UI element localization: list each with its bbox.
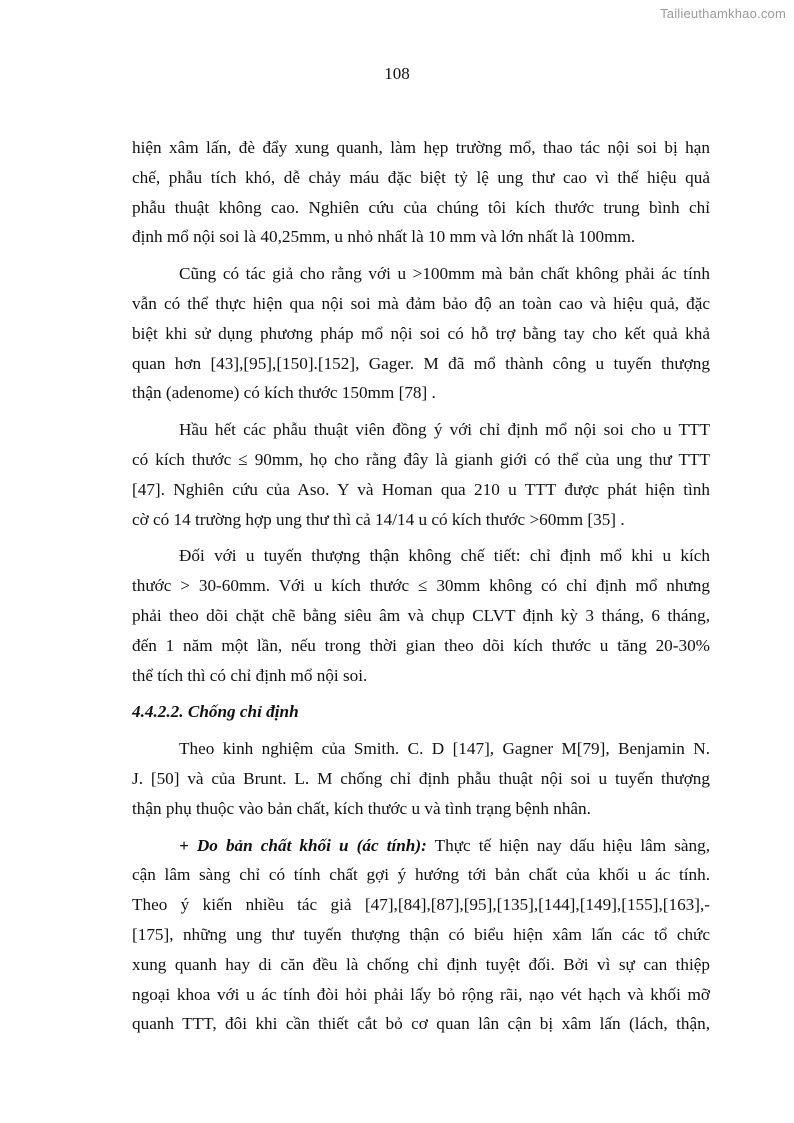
- text-line: thước > 30-60mm. Với u kích thước ≤ 30mm không có chỉ định mổ nhưng: [132, 576, 710, 596]
- text-line: thận phụ thuộc vào bản chất, kích thước u và tình trạng bệnh nhân.: [132, 798, 591, 818]
- text-line: Theo ý kiến nhiều tác giả [47],[84],[87],[95],[135],[144],[149],[155],[163],-: [132, 895, 710, 915]
- document-body: [132, 133, 710, 1046]
- text-line: J. [50] và của Brunt. L. M chống chỉ định phẫu thuật nội soi u tuyến thượng: [132, 768, 710, 788]
- paragraph-malignant: [132, 831, 710, 1040]
- text-line: có kích thước ≤ 90mm, họ cho rằng đây là gianh giới có thể của ung thư TTT: [132, 449, 710, 469]
- text-line: xung quanh hay di căn đều là chống chỉ định tuyệt đối. Bởi vì sự can thiệp: [132, 954, 710, 974]
- text-line: Hầu hết các phẫu thuật viên đồng ý với chỉ định mổ nội soi cho u TTT: [179, 420, 710, 440]
- paragraph-nonsecreting: [132, 541, 710, 690]
- text-line: ngoại khoa với u ác tính đòi hỏi phải lấy bỏ rộng rãi, nạo vét hạch và khối mỡ: [132, 984, 710, 1004]
- text-line: Cũng có tác giả cho rằng với u >100mm mà bản chất không phải ác tính: [179, 264, 710, 284]
- text-line: quan hơn [43],[95],[150].[152], Gager. M đã mổ thành công u tuyến thượng: [132, 353, 710, 373]
- paragraph-lead: + Do bản chất khối u (ác tính):: [179, 835, 427, 855]
- text-line: Đối với u tuyến thượng thận không chế tiết: chỉ định mổ khi u kích: [179, 546, 710, 566]
- text-line: chế, phẫu tích khó, dễ chảy máu đặc biệt tỷ lệ ung thư cao vì thế hiệu quả: [132, 167, 710, 187]
- text-run: Thực tế hiện nay dấu hiệu lâm sàng,: [426, 835, 710, 855]
- section-heading: 4.4.2.2. Chống chỉ định: [132, 702, 299, 722]
- text-line: phẫu thuật không cao. Nghiên cứu của chúng tôi kích thước trung bình chỉ: [132, 197, 710, 217]
- text-line: cận lâm sàng chỉ có tính chất gợi ý hướng tới bản chất của khối u ác tính.: [132, 865, 710, 885]
- text-line: vẫn có thể thực hiện qua nội soi mà đảm bảo độ an toàn cao và hiệu quả, đặc: [132, 293, 710, 313]
- page-number: 108: [384, 64, 410, 83]
- text-line: phải theo dõi chặt chẽ bằng siêu âm và chụp CLVT định kỳ 3 tháng, 6 tháng,: [132, 605, 710, 625]
- watermark-text: Tailieuthamkhao.com: [660, 6, 786, 21]
- text-line: định mổ nội soi là 40,25mm, u nhỏ nhất là 10 mm và lớn nhất là 100mm.: [132, 227, 636, 247]
- text-line: đến 1 năm một lần, nếu trong thời gian theo dõi kích thước u tăng 20-30%: [132, 635, 710, 655]
- text-line: [175], những ung thư tuyến thượng thận có biểu hiện xâm lấn các tổ chức: [132, 924, 710, 944]
- text-line: biệt khi sử dụng phương pháp mổ nội soi có hỗ trợ bằng tay cho kết quả khả: [132, 323, 710, 343]
- text-line: thận (adenome) có kích thước 150mm [78] .: [132, 383, 436, 403]
- text-line: [47]. Nghiên cứu của Aso. Y và Homan qua 210 u TTT được phát hiện tình: [132, 479, 710, 499]
- text-line: [132, 831, 710, 861]
- paragraph-large-tumor: [132, 259, 710, 408]
- text-line: quanh TTT, đôi khi cần thiết cắt bỏ cơ quan lân cận bị xâm lấn (lách, thận,: [132, 1014, 710, 1034]
- paragraph-tumor-size: [132, 133, 710, 252]
- paragraph-surgeon-consensus: [132, 415, 710, 534]
- text-line: hiện xâm lấn, đè đẩy xung quanh, làm hẹp trường mổ, thao tác nội soi bị hạn: [132, 138, 710, 157]
- text-line: Theo kinh nghiệm của Smith. C. D [147], Gagner M[79], Benjamin N.: [179, 739, 710, 759]
- paragraph-contraindication: [132, 734, 710, 823]
- text-line: cờ có 14 trường hợp ung thư thì cả 14/14 u có kích thước >60mm [35] .: [132, 509, 625, 529]
- text-line: thể tích thì có chỉ định mổ nội soi.: [132, 665, 368, 685]
